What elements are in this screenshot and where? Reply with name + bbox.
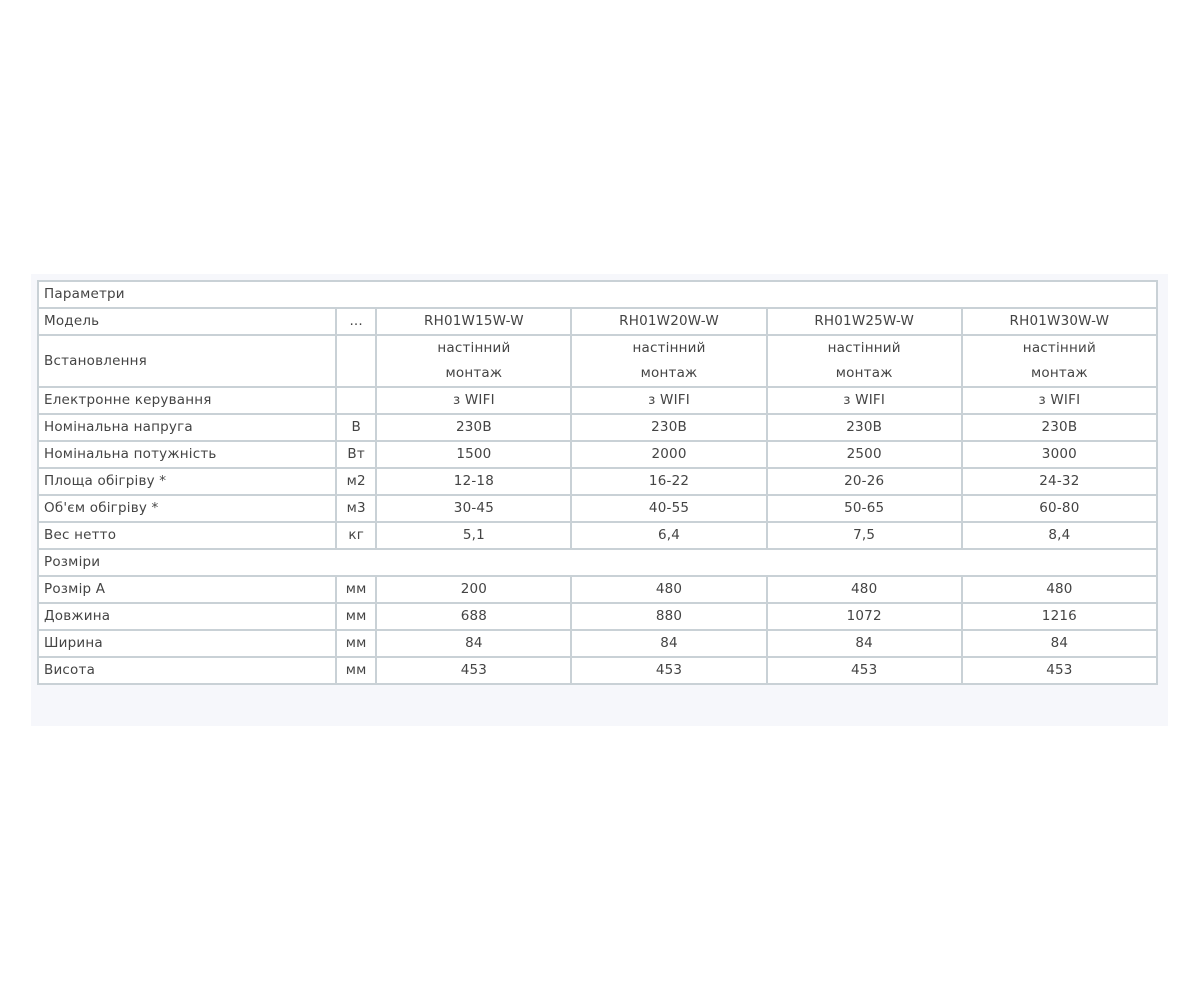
table-row: [38, 522, 1157, 549]
value-cell: 230В: [571, 414, 766, 441]
row-unit: В: [336, 414, 376, 441]
value-cell: 7,5: [767, 522, 962, 549]
model-cell: RH01W25W-W: [767, 308, 962, 335]
value-cell: 230В: [376, 414, 571, 441]
row-label: Площа обігріву *: [38, 468, 336, 495]
value-cell: 2000: [571, 441, 766, 468]
row-label: Висота: [38, 657, 336, 684]
table-row: [38, 576, 1157, 603]
value-cell: з WIFI: [962, 387, 1157, 414]
table-row: [38, 495, 1157, 522]
value-cell: [962, 335, 1157, 387]
value-cell: 688: [376, 603, 571, 630]
value-cell: 16-22: [571, 468, 766, 495]
value-cell: 12-18: [376, 468, 571, 495]
row-label: Розмір А: [38, 576, 336, 603]
value-cell: 453: [767, 657, 962, 684]
value-cell: 60-80: [962, 495, 1157, 522]
section-label-dimensions: Розміри: [38, 549, 1157, 576]
value-cell: 50-65: [767, 495, 962, 522]
row-unit: Вт: [336, 441, 376, 468]
value-cell: 84: [376, 630, 571, 657]
value-cell: з WIFI: [767, 387, 962, 414]
value-line: настінний: [1022, 340, 1096, 356]
value-cell: 84: [962, 630, 1157, 657]
row-unit: мм: [336, 603, 376, 630]
value-cell: 1216: [962, 603, 1157, 630]
value-cell: 480: [571, 576, 766, 603]
table-row: [38, 441, 1157, 468]
row-label: Об'єм обігріву *: [38, 495, 336, 522]
model-cell: RH01W20W-W: [571, 308, 766, 335]
table-row: [38, 603, 1157, 630]
value-cell: 880: [571, 603, 766, 630]
row-label: Номінальна напруга: [38, 414, 336, 441]
value-cell: [767, 335, 962, 387]
value-cell: з WIFI: [376, 387, 571, 414]
row-unit: мм: [336, 576, 376, 603]
table-row: [38, 387, 1157, 414]
value-line: настінний: [827, 340, 901, 356]
value-line: настінний: [437, 340, 511, 356]
row-unit: м3: [336, 495, 376, 522]
table-row: [38, 657, 1157, 684]
value-cell: 84: [571, 630, 766, 657]
row-label: Ширина: [38, 630, 336, 657]
value-cell: 3000: [962, 441, 1157, 468]
value-line: монтаж: [1030, 365, 1088, 381]
value-cell: 6,4: [571, 522, 766, 549]
table-row-installation: [38, 335, 1157, 387]
value-line: монтаж: [640, 365, 698, 381]
row-label: Модель: [38, 308, 336, 335]
value-cell: 230В: [767, 414, 962, 441]
row-unit: мм: [336, 630, 376, 657]
value-line: монтаж: [445, 365, 503, 381]
value-cell: 1500: [376, 441, 571, 468]
value-cell: 30-45: [376, 495, 571, 522]
table-row: [38, 414, 1157, 441]
value-cell: 5,1: [376, 522, 571, 549]
value-cell: 453: [376, 657, 571, 684]
row-unit: мм: [336, 657, 376, 684]
row-label: Довжина: [38, 603, 336, 630]
value-cell: [376, 335, 571, 387]
value-cell: 2500: [767, 441, 962, 468]
value-cell: 453: [962, 657, 1157, 684]
section-row-dimensions: [38, 549, 1157, 576]
value-cell: 40-55: [571, 495, 766, 522]
specifications-table: [37, 280, 1158, 685]
model-cell: RH01W15W-W: [376, 308, 571, 335]
table-row: [38, 468, 1157, 495]
table-row: [38, 630, 1157, 657]
value-cell: 230В: [962, 414, 1157, 441]
value-cell: з WIFI: [571, 387, 766, 414]
row-unit: [336, 387, 376, 414]
section-row-params: [38, 281, 1157, 308]
row-label: Номінальна потужність: [38, 441, 336, 468]
value-cell: 453: [571, 657, 766, 684]
row-label: Вес нетто: [38, 522, 336, 549]
value-cell: 8,4: [962, 522, 1157, 549]
row-label: Електронне керування: [38, 387, 336, 414]
value-cell: 480: [962, 576, 1157, 603]
value-cell: 20-26: [767, 468, 962, 495]
table-row-model: [38, 308, 1157, 335]
model-cell: RH01W30W-W: [962, 308, 1157, 335]
value-cell: 480: [767, 576, 962, 603]
value-line: настінний: [632, 340, 706, 356]
value-cell: 200: [376, 576, 571, 603]
row-unit: м2: [336, 468, 376, 495]
value-cell: 1072: [767, 603, 962, 630]
row-unit: кг: [336, 522, 376, 549]
row-unit: [336, 335, 376, 387]
row-unit: ...: [336, 308, 376, 335]
section-label-params: Параметри: [38, 281, 1157, 308]
value-cell: 24-32: [962, 468, 1157, 495]
value-cell: 84: [767, 630, 962, 657]
value-cell: [571, 335, 766, 387]
row-label: Встановлення: [38, 335, 336, 387]
value-line: монтаж: [835, 365, 893, 381]
